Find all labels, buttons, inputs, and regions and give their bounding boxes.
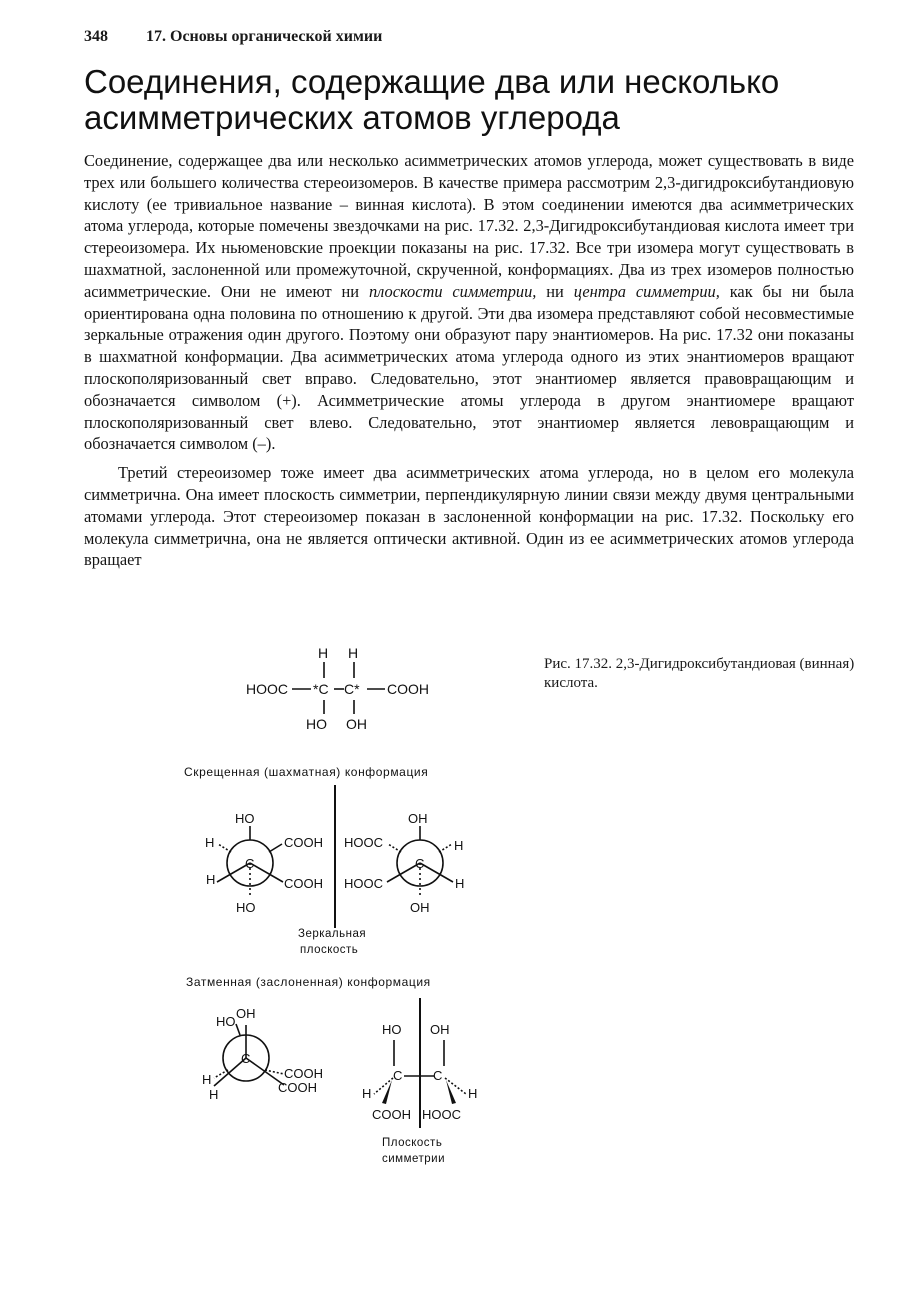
atom-label: H	[468, 1086, 478, 1101]
symmetry-plane-label: Плоскость	[382, 1137, 443, 1149]
bond	[388, 844, 401, 852]
atom-label: OH	[408, 811, 428, 826]
bond	[439, 844, 452, 852]
body-text	[84, 150, 854, 571]
eclipsed-label: Затменная (заслоненная) конформация	[186, 975, 431, 989]
atom-label: H	[348, 645, 359, 661]
atom-label: COOH	[284, 835, 323, 850]
atom-label: HO	[382, 1022, 402, 1037]
paragraph-2: Третий стереоизомер тоже имеет два асимметрических атома углерода, но в целом его молекула симметрична. Она имеет плоскость симметрии, перпендикулярную линии связи между двумя центральными атомами углерода. Этот стереоизомер показан в заслоненной конформации на рис. 17.32. Поскольку его молекула симметрична, она не является оптически активной. Один из ее асимметрических атомов углерода вращает	[84, 463, 854, 570]
atom-label: C*	[344, 681, 360, 697]
figure-svg	[180, 640, 520, 1180]
symmetry-plane-label: симметрии	[382, 1153, 446, 1165]
atom-label: H	[209, 1087, 219, 1102]
atom-label: HOOC	[344, 835, 383, 850]
section-title: Соединения, содержащие два или несколько асимметрических атомов углерода	[84, 63, 780, 136]
paragraph-1-part-2: ни	[546, 281, 564, 301]
atom-label: COOH	[278, 1080, 317, 1095]
mirror-plane-label: плоскость	[300, 944, 359, 956]
paragraph-1	[84, 150, 854, 455]
atom-label: H	[455, 876, 465, 891]
italic-term-plane: плоскости симметрии,	[368, 281, 537, 301]
figure-17-32	[180, 640, 520, 1180]
atom-label: HOOC	[422, 1107, 461, 1122]
bond	[236, 1024, 240, 1035]
atom-label: COOH	[387, 681, 429, 697]
wedge-bond	[446, 1080, 456, 1104]
page-number: 348	[84, 28, 108, 45]
mirror-plane-label: Зеркальная	[298, 928, 367, 940]
atom-label: *C	[313, 681, 329, 697]
atom-label: H	[206, 872, 216, 887]
atom-label: H	[454, 838, 464, 853]
bond	[218, 844, 231, 852]
atom-label: OH	[346, 716, 367, 732]
atom-label: COOH	[372, 1107, 411, 1122]
atom-label: HOOC	[344, 876, 383, 891]
atom-label: C	[241, 1051, 251, 1066]
atom-label: HOOC	[246, 681, 288, 697]
atom-label: H	[362, 1086, 372, 1101]
bond	[214, 1070, 228, 1078]
atom-label: H	[202, 1072, 212, 1087]
bond	[269, 844, 282, 852]
atom-label: C	[245, 856, 255, 871]
atom-label: COOH	[284, 876, 323, 891]
atom-label: COOH	[284, 1066, 323, 1081]
paragraph-1-part-1: Соединение, содержащее два или несколько асимметрических атомов углерода, может существовать в виде трех или большего количества стереоизомеров. В качестве примера рассмотрим 2,3-дигидроксибутандиовую кислоту (ее тривиальное название – винная кислота). В этом соединении имеются два асимметрических атома углерода, которые помечены звездочками на рис. 17.32. 2,3-Дигидроксибутандиовая кислота имеет три стереоизомера. Их ньюменовские проекции показаны на рис. 17.32. Все три изомера могут существовать в шахматной, заслоненной или промежуточной, скрученной, конформациях. Два из трех изомеров полностью асимметрические. Они не имеют ни	[84, 151, 854, 301]
atom-label: HO	[216, 1014, 236, 1029]
figure-caption: Рис. 17.32. 2,3-Дигидроксибутандиовая (винная) кислота.	[544, 656, 855, 691]
atom-label: HO	[235, 811, 255, 826]
atom-label: OH	[236, 1006, 256, 1021]
running-head	[84, 28, 382, 46]
atom-label: HO	[236, 900, 256, 915]
atom-label: H	[205, 835, 215, 850]
atom-label: C	[415, 856, 425, 871]
italic-term-center: центра симметрии,	[573, 281, 720, 301]
atom-label: OH	[430, 1022, 450, 1037]
atom-label: HO	[306, 716, 327, 732]
staggered-label: Скрещенная (шахматная) конформация	[184, 765, 429, 779]
atom-label: C	[433, 1068, 443, 1083]
paragraph-1-part-3: как бы ни была ориентирована одна половина по отношению к другой. Эти два изомера представляют собой несовместимые зеркальные отражения один другого. Поэтому они образуют пару энантиомеров. На рис. 17.32 они показаны в шахматной конформации. Два асимметрических атома углерода одного из этих энантиомеров вращают плоскополяризованный свет вправо. Следовательно, этот энантиомер является правовращающим и обозначается символом (+). Асимметрические атомы углерода в другом энантиомере вращают плоскополяризованный свет влево. Следовательно, этот энантиомер является левовращающим и обозначается символом (–).	[84, 281, 854, 454]
chapter-title: 17. Основы органической химии	[146, 28, 383, 45]
atom-label: C	[393, 1068, 403, 1083]
atom-label: H	[318, 645, 329, 661]
atom-label: OH	[410, 900, 430, 915]
